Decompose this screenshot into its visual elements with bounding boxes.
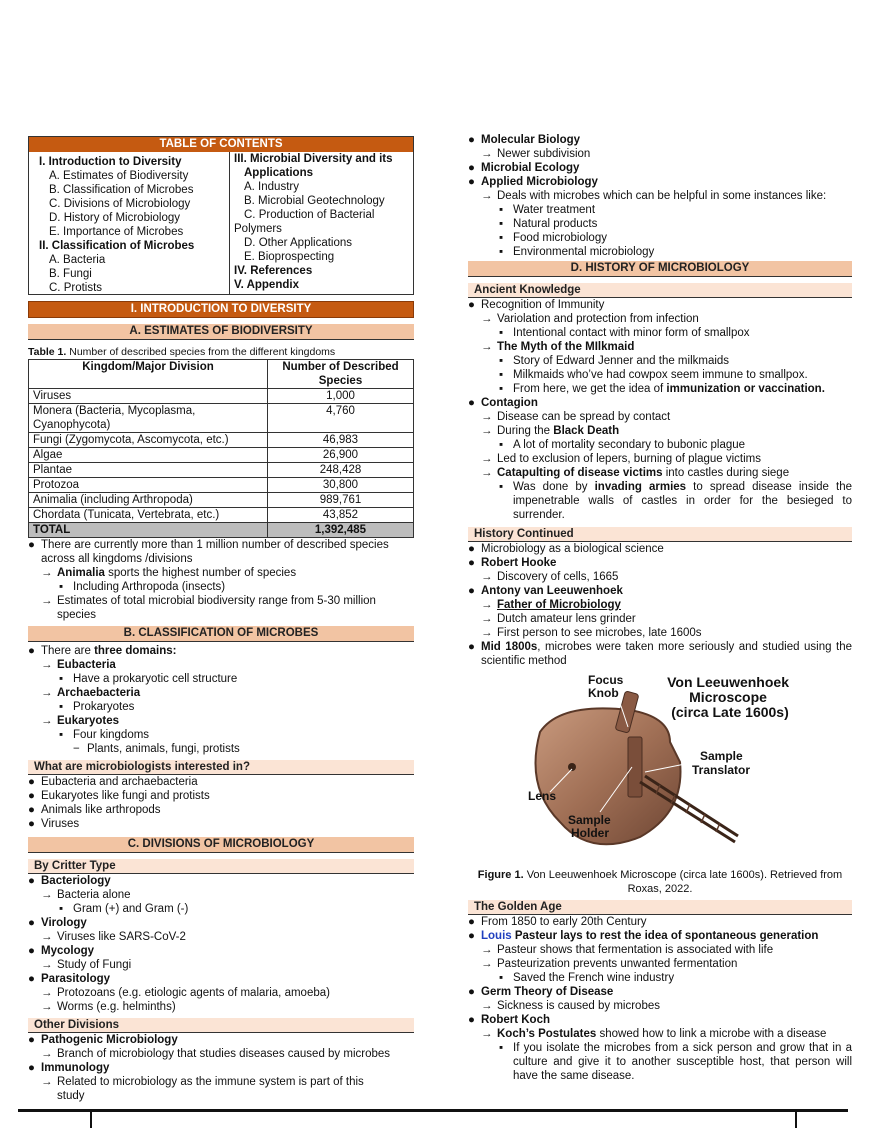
subsection-estimates: A. ESTIMATES OF BIODIVERSITY (28, 324, 414, 340)
toc-item: III. Microbial Diversity and its (234, 153, 393, 165)
arrow-fermentation: → Pasteur shows that fermentation is associated with life (481, 944, 774, 956)
toc-column-1 (29, 152, 230, 295)
arrow-eukaryotes: → Eukaryotes (41, 715, 120, 727)
sub-eukaryotes: ▪ Four kingdoms (59, 729, 150, 741)
sub-gram: ▪ Gram (+) and Gram (-) (59, 903, 189, 915)
topic-interests: What are microbiologists interested in? (28, 760, 414, 775)
table-row (29, 508, 414, 523)
cell-kingdom: Fungi (Zygomycota, Ascomycota, etc.) (29, 433, 268, 448)
table-header-count: Number of Described Species (268, 360, 414, 389)
applied-list (468, 203, 852, 259)
arrow-black-death: → During the Black Death (481, 425, 620, 437)
bullet-mid-1800s: ● Mid 1800s, microbes were taken more seriously and studied using the scientific method (468, 641, 852, 667)
bullet-1850: ● From 1850 to early 20th Century (468, 916, 647, 928)
arrow-protozoans: → Protozoans (e.g. etiologic agents of malaria, amoeba) (41, 987, 330, 999)
toc-item: D. Other Applications (244, 237, 353, 249)
cell-kingdom: Animalia (including Arthropoda) (29, 493, 268, 508)
bullet-ecology: ● Microbial Ecology (468, 162, 580, 174)
list-item: ● Eubacteria and archaebacteria (28, 776, 198, 788)
toc-item: D. History of Microbiology (49, 212, 181, 224)
table-header-kingdom: Kingdom/Major Division (29, 360, 268, 389)
table-row (29, 433, 414, 448)
arrow-archaebacteria: → Archaebacteria (41, 687, 141, 699)
bullet-koch: ● Robert Koch (468, 1014, 550, 1026)
bullet-contagion: ● Contagion (468, 397, 538, 409)
bullet-immunology: ● Immunology (28, 1062, 110, 1074)
sub-cowpox: ▪ Milkmaids who’ve had cowpox seem immune to smallpox. (499, 369, 808, 381)
sub-eubacteria: ▪ Have a prokaryotic cell structure (59, 673, 238, 685)
topic-history-continued: History Continued (468, 527, 852, 542)
bullet-molecular: ● Molecular Biology (468, 134, 581, 146)
cell-count: 26,900 (268, 448, 414, 463)
cell-count: 43,852 (268, 508, 414, 523)
arrow-postulates: → Koch’s Postulates showed how to link a microbe with a disease (481, 1028, 827, 1040)
arrow-pasteurization: → Pasteurization prevents unwanted fermentation (481, 958, 738, 970)
toc-item: IV. References (234, 265, 313, 277)
bullet-applied: ● Applied Microbiology (468, 176, 598, 188)
sub-archaebacteria: ▪ Prokaryotes (59, 701, 135, 713)
toc-item: Applications (244, 167, 314, 179)
species-table (28, 359, 414, 538)
interest-list (28, 775, 414, 831)
arrow-estimates-cont: species (57, 609, 96, 621)
subsection-classification: B. CLASSIFICATION OF MICROBES (28, 626, 414, 642)
label-sample-translator: Sample Translator (692, 749, 751, 777)
sub-jenner: ▪ Story of Edward Jenner and the milkmaids (499, 355, 730, 367)
toc-header: TABLE OF CONTENTS (29, 137, 413, 152)
total-label: TOTAL (29, 523, 268, 538)
cell-count: 248,428 (268, 463, 414, 478)
bullet-virology: ● Virology (28, 917, 87, 929)
sub-wine: ▪ Saved the French wine industry (499, 972, 675, 984)
sub-arthropoda: ▪ Including Arthropoda (insects) (59, 581, 226, 593)
cell-kingdom: Algae (29, 448, 268, 463)
toc-item: A. Bacteria (49, 254, 106, 266)
cell-count: 989,761 (268, 493, 414, 508)
cell-count: 1,000 (268, 389, 414, 404)
toc-item: B. Fungi (49, 268, 92, 280)
arrow-cells: → Discovery of cells, 1665 (481, 571, 619, 583)
list-item: ▪ Environmental microbiology (499, 246, 655, 258)
table-total-row (29, 523, 414, 538)
table-row (29, 463, 414, 478)
label-focus-knob: Focus Knob (588, 673, 624, 700)
toc-item: C. Protists (49, 282, 103, 294)
topic-golden-age: The Golden Age (468, 900, 852, 915)
subsection-history: D. HISTORY OF MICROBIOLOGY (468, 261, 852, 277)
arrow-animalia: → Animalia sports the highest number of species (41, 567, 297, 579)
cell-kingdom: Protozoa (29, 478, 268, 493)
sub-vaccination: ▪ From here, we get the idea of immunization or vaccination. (499, 383, 825, 395)
list-item: ● Viruses (28, 818, 80, 830)
figure-caption: Figure 1. Von Leeuwenhoek Microscope (circa late 1600s). Retrieved from Roxas, 2022. (477, 869, 843, 895)
list-item: ▪ Food microbiology (499, 232, 607, 244)
bullet-leeuwenhoek: ● Antony van Leeuwenhoek (468, 585, 623, 597)
arrow-immunology-cont: study (57, 1090, 85, 1102)
arrow-lepers: → Led to exclusion of lepers, burning of plague victims (481, 453, 762, 465)
right-column (468, 133, 852, 668)
toc-item: Polymers (234, 223, 282, 235)
dash-eukaryotes: − Plants, animals, fungi, protists (73, 743, 240, 755)
bullet-parasitology: ● Parasitology (28, 973, 111, 985)
cell-count: 4,760 (268, 404, 414, 433)
toc-column-2 (230, 152, 393, 295)
arrow-bacteriology: → Bacteria alone (41, 889, 131, 901)
total-value: 1,392,485 (268, 523, 414, 538)
bullet-million: ● There are currently more than 1 million number of described species (28, 539, 389, 551)
bullet-three-domains: ● There are three domains: (28, 645, 177, 657)
footer-rule (18, 1109, 848, 1112)
bullet-germ-theory: ● Germ Theory of Disease (468, 986, 614, 998)
arrow-eubacteria: → Eubacteria (41, 659, 116, 671)
cell-kingdom: Monera (Bacteria, Mycoplasma, Cyanophycota) (29, 404, 268, 433)
list-item: ● Animals like arthropods (28, 804, 161, 816)
toc-item: B. Microbial Geotechnology (244, 195, 385, 207)
toc-item: II. Classification of Microbes (39, 240, 195, 252)
label-lens: Lens (528, 789, 557, 803)
arrow-virology: → Viruses like SARS-CoV-2 (41, 931, 186, 943)
arrow-molecular: → Newer subdivision (481, 148, 591, 160)
sub-plague: ▪ A lot of mortality secondary to bubonic plague (499, 439, 746, 451)
bullet-pasteur: ● Louis Pasteur lays to rest the idea of spontaneous generation (468, 930, 819, 942)
arrow-first-microbes: → First person to see microbes, late 1600s (481, 627, 702, 639)
arrow-variolation: → Variolation and protection from infection (481, 313, 699, 325)
topic-ancient: Ancient Knowledge (468, 283, 852, 298)
microscope-figure (520, 672, 850, 867)
cell-kingdom: Chordata (Tunicata, Vertebrata, etc.) (29, 508, 268, 523)
microscope-illustration (520, 672, 850, 867)
arrow-immunology: → Related to microbiology as the immune system is part of this (41, 1076, 364, 1088)
bullet-science: ● Microbiology as a biological science (468, 543, 664, 555)
cell-count: 46,983 (268, 433, 414, 448)
toc-item: I. Introduction to Diversity (39, 156, 182, 168)
sub-variolation: ▪ Intentional contact with minor form of smallpox (499, 327, 750, 339)
bullet-pathogenic: ● Pathogenic Microbiology (28, 1034, 178, 1046)
arrow-catapulting: → Catapulting of disease victims into castles during siege (481, 467, 790, 479)
table-row (29, 448, 414, 463)
list-item: ▪ Water treatment (499, 204, 596, 216)
table-of-contents (28, 136, 414, 295)
footer-tick-left (90, 1112, 92, 1128)
toc-item: A. Industry (244, 181, 299, 193)
footer-tick-right (795, 1112, 797, 1128)
arrow-mycology: → Study of Fungi (41, 959, 132, 971)
topic-other-divisions: Other Divisions (28, 1018, 414, 1033)
label-sample-holder: Sample Holder (568, 813, 611, 840)
subsection-divisions: C. DIVISIONS OF MICROBIOLOGY (28, 837, 414, 853)
cell-count: 30,800 (268, 478, 414, 493)
toc-item: A. Estimates of Biodiversity (49, 170, 189, 182)
table-row (29, 404, 414, 433)
table-row (29, 389, 414, 404)
toc-item: C. Divisions of Microbiology (49, 198, 191, 210)
left-column (28, 301, 414, 1103)
toc-item: V. Appendix (234, 279, 299, 291)
arrow-sickness: → Sickness is caused by microbes (481, 1000, 660, 1012)
sub-invading: ▪ Was done by invading armies to spread disease inside the impenetrable walls of castles in order for the besieged to surrender. (499, 481, 853, 521)
arrow-lens-grinder: → Dutch amateur lens grinder (481, 613, 636, 625)
toc-item: B. Classification of Microbes (49, 184, 194, 196)
arrow-applied: → Deals with microbes which can be helpful in some instances like: (481, 190, 827, 202)
bullet-immunity: ● Recognition of Immunity (468, 299, 605, 311)
toc-item: E. Bioprospecting (244, 251, 335, 263)
arrow-father: → Father of Microbiology (481, 599, 621, 611)
table-caption: Table 1. Number of described species from the different kingdoms (28, 346, 336, 358)
section-title-intro: I. INTRODUCTION TO DIVERSITY (28, 301, 414, 318)
bullet-bacteriology: ● Bacteriology (28, 875, 111, 887)
bullet-hooke: ● Robert Hooke (468, 557, 557, 569)
toc-item: E. Importance of Microbes (49, 226, 184, 238)
cell-kingdom: Viruses (29, 389, 268, 404)
arrow-pathogenic: → Branch of microbiology that studies diseases caused by microbes (41, 1048, 391, 1060)
right-column-lower (468, 868, 852, 1083)
arrow-worms: → Worms (e.g. helminths) (41, 1001, 176, 1013)
sub-koch: ▪ If you isolate the microbes from a sick person and grow that in a culture and give it to another susceptible host, that person will have the same disease. (499, 1042, 852, 1082)
figure-title: Von Leeuwenhoek Microscope (circa Late 1600s) (667, 674, 789, 720)
bullet-mycology: ● Mycology (28, 945, 95, 957)
topic-critter: By Critter Type (28, 859, 414, 874)
table-row (29, 478, 414, 493)
arrow-estimates: → Estimates of total microbial biodiversity range from 5-30 million (41, 595, 376, 607)
table-row (29, 493, 414, 508)
list-item: ▪ Natural products (499, 218, 598, 230)
bullet-million-cont: across all kingdoms /divisions (41, 553, 193, 565)
cell-kingdom: Plantae (29, 463, 268, 478)
toc-item: C. Production of Bacterial (244, 209, 375, 221)
arrow-contact: → Disease can be spread by contact (481, 411, 671, 423)
arrow-myth: → The Myth of the MIlkmaid (481, 341, 635, 353)
list-item: ● Eukaryotes like fungi and protists (28, 790, 210, 802)
